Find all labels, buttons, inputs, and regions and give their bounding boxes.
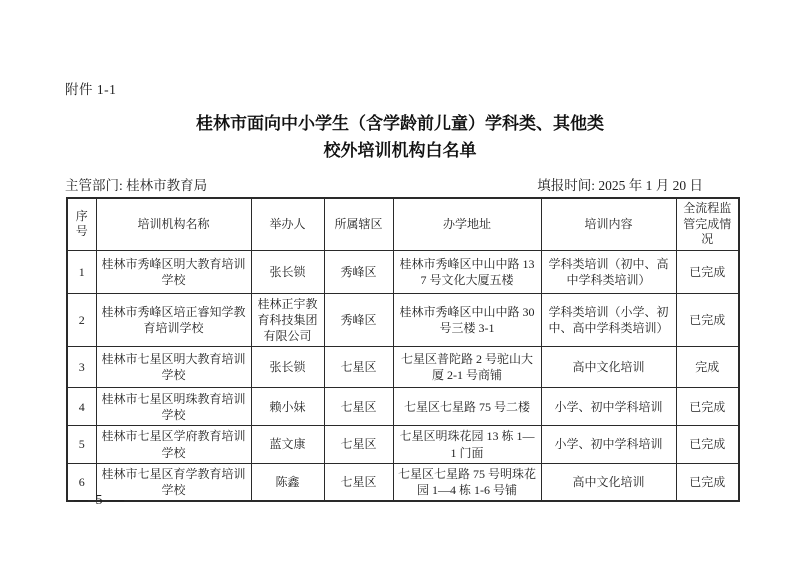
cell-organizer: 陈鑫 (251, 463, 324, 501)
cell-address: 七星区七星路 75 号明珠花园 1—4 栋 1-6 号铺 (393, 463, 541, 501)
department-label: 主管部门: 桂林市教育局 (65, 178, 208, 193)
cell-organizer: 赖小妹 (251, 388, 324, 426)
cell-seq: 2 (67, 293, 96, 347)
cell-address: 桂林市秀峰区中山中路 30 号三楼 3-1 (393, 293, 541, 347)
cell-supervision-status: 已完成 (676, 388, 739, 426)
cell-supervision-status: 已完成 (676, 250, 739, 293)
table-header-row (67, 198, 739, 250)
table-row (67, 293, 739, 347)
header-seq: 序号 (67, 198, 96, 250)
cell-training-content: 小学、初中学科培训 (541, 388, 676, 426)
cell-district: 七星区 (324, 426, 393, 463)
cell-organizer: 蓝文康 (251, 426, 324, 463)
header-institution-name: 培训机构名称 (96, 198, 251, 250)
cell-seq: 6 (67, 463, 96, 501)
cell-supervision-status: 已完成 (676, 426, 739, 463)
cell-seq: 5 (67, 426, 96, 463)
cell-training-content: 高中文化培训 (541, 347, 676, 388)
cell-institution-name: 桂林市七星区学府教育培训学校 (96, 426, 251, 463)
cell-district: 秀峰区 (324, 293, 393, 347)
header-address: 办学地址 (393, 198, 541, 250)
cell-district: 七星区 (324, 463, 393, 501)
header-organizer: 举办人 (251, 198, 324, 250)
cell-district: 七星区 (324, 347, 393, 388)
document-title-line1: 桂林市面向中小学生（含学龄前儿童）学科类、其他类 (196, 114, 604, 133)
cell-training-content: 小学、初中学科培训 (541, 426, 676, 463)
cell-institution-name: 桂林市七星区育学教育培训学校 (96, 463, 251, 501)
cell-supervision-status: 已完成 (676, 463, 739, 501)
cell-training-content: 学科类培训（小学、初中、高中学科类培训） (541, 293, 676, 347)
cell-supervision-status: 已完成 (676, 293, 739, 347)
cell-institution-name: 桂林市七星区明大教育培训学校 (96, 347, 251, 388)
page-number: — 5 — (74, 493, 126, 508)
table-row (67, 388, 739, 426)
cell-organizer: 张长锁 (251, 250, 324, 293)
table-row (67, 463, 739, 501)
cell-institution-name: 桂林市秀峰区明大教育培训学校 (96, 250, 251, 293)
document-title-line2: 校外培训机构白名单 (323, 141, 477, 160)
header-supervision-status: 全流程监管完成情况 (676, 198, 739, 250)
cell-address: 七星区明珠花园 13 栋 1—1 门面 (393, 426, 541, 463)
cell-seq: 4 (67, 388, 96, 426)
report-date-label: 填报时间: 2025 年 1 月 20 日 (537, 178, 703, 193)
cell-supervision-status: 完成 (676, 347, 739, 388)
table-row (67, 250, 739, 293)
header-district: 所属辖区 (324, 198, 393, 250)
cell-district: 秀峰区 (324, 250, 393, 293)
cell-organizer: 桂林正宇教育科技集团有限公司 (251, 293, 324, 347)
header-training-content: 培训内容 (541, 198, 676, 250)
table-row (67, 347, 739, 388)
meta-row (65, 174, 738, 194)
cell-district: 七星区 (324, 388, 393, 426)
cell-training-content: 学科类培训（初中、高中学科类培训） (541, 250, 676, 293)
document-title (0, 110, 800, 164)
cell-address: 七星区普陀路 2 号驼山大厦 2-1 号商铺 (393, 347, 541, 388)
whitelist-table (66, 197, 740, 502)
cell-seq: 1 (67, 250, 96, 293)
cell-institution-name: 桂林市秀峰区培正睿知学教育培训学校 (96, 293, 251, 347)
cell-address: 七星区七星路 75 号二楼 (393, 388, 541, 426)
cell-address: 桂林市秀峰区中山中路 137 号文化大厦五楼 (393, 250, 541, 293)
cell-institution-name: 桂林市七星区明珠教育培训学校 (96, 388, 251, 426)
cell-seq: 3 (67, 347, 96, 388)
cell-organizer: 张长锁 (251, 347, 324, 388)
table-row (67, 426, 739, 463)
attachment-label: 附件 1-1 (65, 82, 117, 97)
cell-training-content: 高中文化培训 (541, 463, 676, 501)
